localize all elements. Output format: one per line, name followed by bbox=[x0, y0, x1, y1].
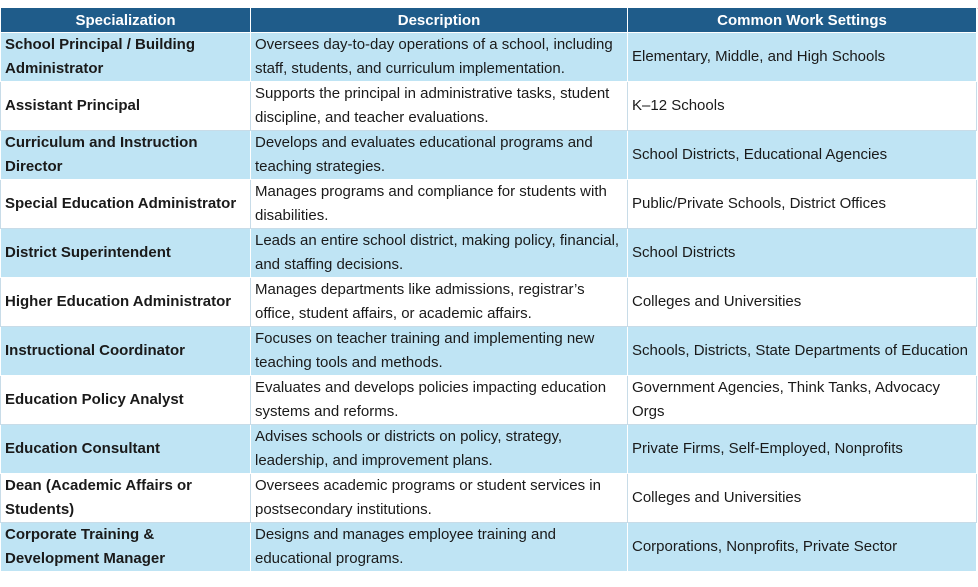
description-cell[interactable]: Supports the principal in administrative tasks, student discipline, and teacher evaluations. bbox=[251, 82, 628, 131]
work-settings-cell[interactable]: Corporations, Nonprofits, Private Sector bbox=[628, 523, 977, 572]
work-settings-cell[interactable]: Colleges and Universities bbox=[628, 278, 977, 327]
specialization-cell[interactable]: Dean (Academic Affairs or Students) bbox=[1, 474, 251, 523]
work-settings-cell[interactable]: K–12 Schools bbox=[628, 82, 977, 131]
table-row bbox=[1, 229, 977, 278]
specialization-table bbox=[0, 8, 977, 572]
specialization-cell[interactable]: Special Education Administrator bbox=[1, 180, 251, 229]
header-specialization[interactable]: Specialization bbox=[1, 8, 251, 33]
table-row bbox=[1, 33, 977, 82]
description-cell[interactable]: Oversees academic programs or student services in postsecondary institutions. bbox=[251, 474, 628, 523]
header-work-settings[interactable]: Common Work Settings bbox=[628, 8, 977, 33]
table-row bbox=[1, 82, 977, 131]
table-row bbox=[1, 425, 977, 474]
work-settings-cell[interactable]: Public/Private Schools, District Offices bbox=[628, 180, 977, 229]
table-row bbox=[1, 327, 977, 376]
specialization-cell[interactable]: Education Consultant bbox=[1, 425, 251, 474]
table-row bbox=[1, 376, 977, 425]
description-cell[interactable]: Focuses on teacher training and implementing new teaching tools and methods. bbox=[251, 327, 628, 376]
table-row bbox=[1, 131, 977, 180]
specialization-cell[interactable]: School Principal / Building Administrator bbox=[1, 33, 251, 82]
description-cell[interactable]: Develops and evaluates educational programs and teaching strategies. bbox=[251, 131, 628, 180]
description-cell[interactable]: Leads an entire school district, making policy, financial, and staffing decisions. bbox=[251, 229, 628, 278]
table-row bbox=[1, 278, 977, 327]
work-settings-cell[interactable]: Government Agencies, Think Tanks, Advocacy Orgs bbox=[628, 376, 977, 425]
description-cell[interactable]: Designs and manages employee training and educational programs. bbox=[251, 523, 628, 572]
specialization-cell[interactable]: Corporate Training & Development Manager bbox=[1, 523, 251, 572]
specialization-cell[interactable]: Curriculum and Instruction Director bbox=[1, 131, 251, 180]
work-settings-cell[interactable]: Elementary, Middle, and High Schools bbox=[628, 33, 977, 82]
description-cell[interactable]: Evaluates and develops policies impacting education systems and reforms. bbox=[251, 376, 628, 425]
description-cell[interactable]: Manages programs and compliance for students with disabilities. bbox=[251, 180, 628, 229]
specialization-cell[interactable]: Higher Education Administrator bbox=[1, 278, 251, 327]
work-settings-cell[interactable]: Colleges and Universities bbox=[628, 474, 977, 523]
header-row bbox=[1, 8, 977, 33]
table-row bbox=[1, 474, 977, 523]
specialization-cell[interactable]: Education Policy Analyst bbox=[1, 376, 251, 425]
work-settings-cell[interactable]: Schools, Districts, State Departments of Education bbox=[628, 327, 977, 376]
header-description[interactable]: Description bbox=[251, 8, 628, 33]
work-settings-cell[interactable]: Private Firms, Self-Employed, Nonprofits bbox=[628, 425, 977, 474]
specialization-cell[interactable]: Instructional Coordinator bbox=[1, 327, 251, 376]
specialization-cell[interactable]: District Superintendent bbox=[1, 229, 251, 278]
description-cell[interactable]: Oversees day-to-day operations of a school, including staff, students, and curriculum implementation. bbox=[251, 33, 628, 82]
specialization-cell[interactable]: Assistant Principal bbox=[1, 82, 251, 131]
work-settings-cell[interactable]: School Districts bbox=[628, 229, 977, 278]
table-row bbox=[1, 180, 977, 229]
work-settings-cell[interactable]: School Districts, Educational Agencies bbox=[628, 131, 977, 180]
description-cell[interactable]: Advises schools or districts on policy, strategy, leadership, and improvement plans. bbox=[251, 425, 628, 474]
description-cell[interactable]: Manages departments like admissions, registrar’s office, student affairs, or academic affairs. bbox=[251, 278, 628, 327]
table-row bbox=[1, 523, 977, 572]
